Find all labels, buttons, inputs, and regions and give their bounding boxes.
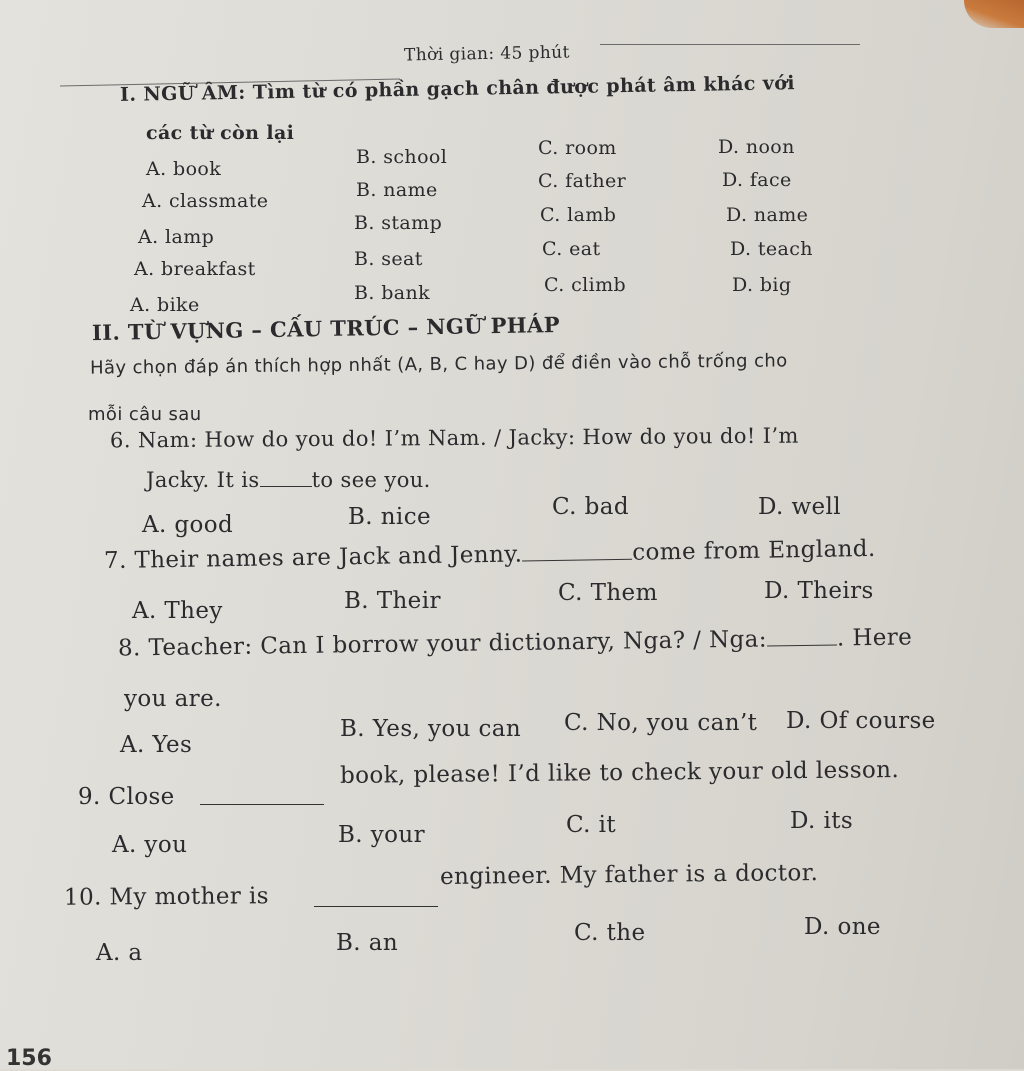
table-edge: [964, 0, 1024, 28]
q7-option-a: A. They: [132, 598, 223, 624]
q5-option-b: B. bank: [354, 282, 431, 304]
q8-line2: you are.: [124, 686, 222, 712]
q5-option-d: D. big: [732, 274, 792, 296]
q3-option-c: C. lamb: [540, 204, 617, 226]
section2-title: II. TỪ VỰNG – CẤU TRÚC – NGỮ PHÁP: [91, 311, 561, 346]
q10-option-d: D. one: [804, 914, 881, 940]
q10-option-a: A. a: [96, 940, 143, 966]
q6-line2-pre: Jacky. It is: [146, 468, 260, 492]
q7-post: come from England.: [632, 535, 876, 566]
q7-option-c: C. Them: [558, 580, 658, 606]
q7-blank: [522, 541, 632, 562]
q8-pre: 8. Teacher: Can I borrow your dictionary, Nga? / Nga:: [117, 626, 768, 662]
q10-option-b: B. an: [336, 930, 399, 956]
q4-option-c: C. eat: [542, 238, 601, 260]
q6-option-a: A. good: [142, 512, 234, 538]
q1-option-a: A. book: [146, 158, 222, 180]
q9-pre: 9. Close: [78, 784, 175, 810]
q10-blank: [314, 888, 438, 907]
q9-option-c: C. it: [566, 812, 616, 838]
q9-post: book, please! I’d like to check your old lesson.: [339, 757, 900, 789]
section1-title: I. NGỮ ÂM: Tìm từ có phần gạch chân được phát âm khác với: [119, 72, 796, 106]
section2-instruction-line2: mỗi câu sau: [88, 404, 202, 425]
q2-option-b: B. name: [356, 179, 438, 201]
section1-title-cont: các từ còn lại: [146, 122, 295, 144]
q8-option-a: A. Yes: [120, 732, 193, 758]
q8-option-d: D. Of course: [786, 708, 936, 734]
q2-option-c: C. father: [538, 170, 627, 192]
q6-line2: [146, 468, 431, 492]
q1-option-d: D. noon: [718, 136, 795, 158]
q5-option-a: A. bike: [130, 294, 200, 316]
header-rule-right: [600, 44, 860, 45]
q7-pre: 7. Their names are Jack and Jenny.: [103, 541, 523, 575]
q8-option-c: C. No, you can’t: [564, 710, 758, 736]
q9-option-a: A. you: [112, 832, 188, 858]
q1-option-c: C. room: [538, 137, 617, 159]
q9-option-d: D. its: [790, 808, 854, 834]
q3-option-d: D. name: [726, 204, 809, 226]
q3-option-a: A. lamp: [138, 226, 215, 248]
q8-post: . Here: [836, 624, 913, 652]
q6-option-b: B. nice: [348, 504, 431, 530]
q6-option-d: D. well: [758, 494, 842, 520]
section2-instruction-line1: Hãy chọn đáp án thích hợp nhất (A, B, C hay D) để điền vào chỗ trống cho: [89, 350, 788, 379]
q4-option-d: D. teach: [730, 238, 813, 260]
q5-option-c: C. climb: [544, 274, 627, 296]
q2-option-a: A. classmate: [142, 190, 269, 212]
q7-line: [104, 536, 876, 574]
q10-option-c: C. the: [574, 920, 646, 946]
q7-option-d: D. Theirs: [764, 578, 874, 604]
q1-option-b: B. school: [356, 146, 448, 168]
q10-pre: 10. My mother is: [63, 883, 270, 911]
q9-option-b: B. your: [338, 822, 425, 848]
q6-line1: 6. Nam: How do you do! I’m Nam. / Jacky: How do you do! I’m: [109, 423, 799, 453]
q8-line1: [118, 624, 913, 661]
q8-blank: [767, 627, 837, 647]
q4-option-b: B. seat: [354, 248, 423, 270]
q2-option-d: D. face: [722, 169, 792, 191]
q6-option-c: C. bad: [552, 494, 629, 520]
q9-blank: [200, 786, 324, 805]
exam-time: Thời gian: 45 phút: [403, 42, 570, 66]
q4-option-a: A. breakfast: [134, 258, 256, 280]
page-number: 156: [6, 1046, 52, 1071]
q3-option-b: B. stamp: [354, 212, 443, 234]
q6-blank: [260, 468, 312, 487]
q10-post: engineer. My father is a doctor.: [439, 860, 819, 890]
q6-line2-post: to see you.: [311, 468, 431, 492]
q8-option-b: B. Yes, you can: [340, 716, 522, 742]
q7-option-b: B. Their: [344, 588, 441, 614]
